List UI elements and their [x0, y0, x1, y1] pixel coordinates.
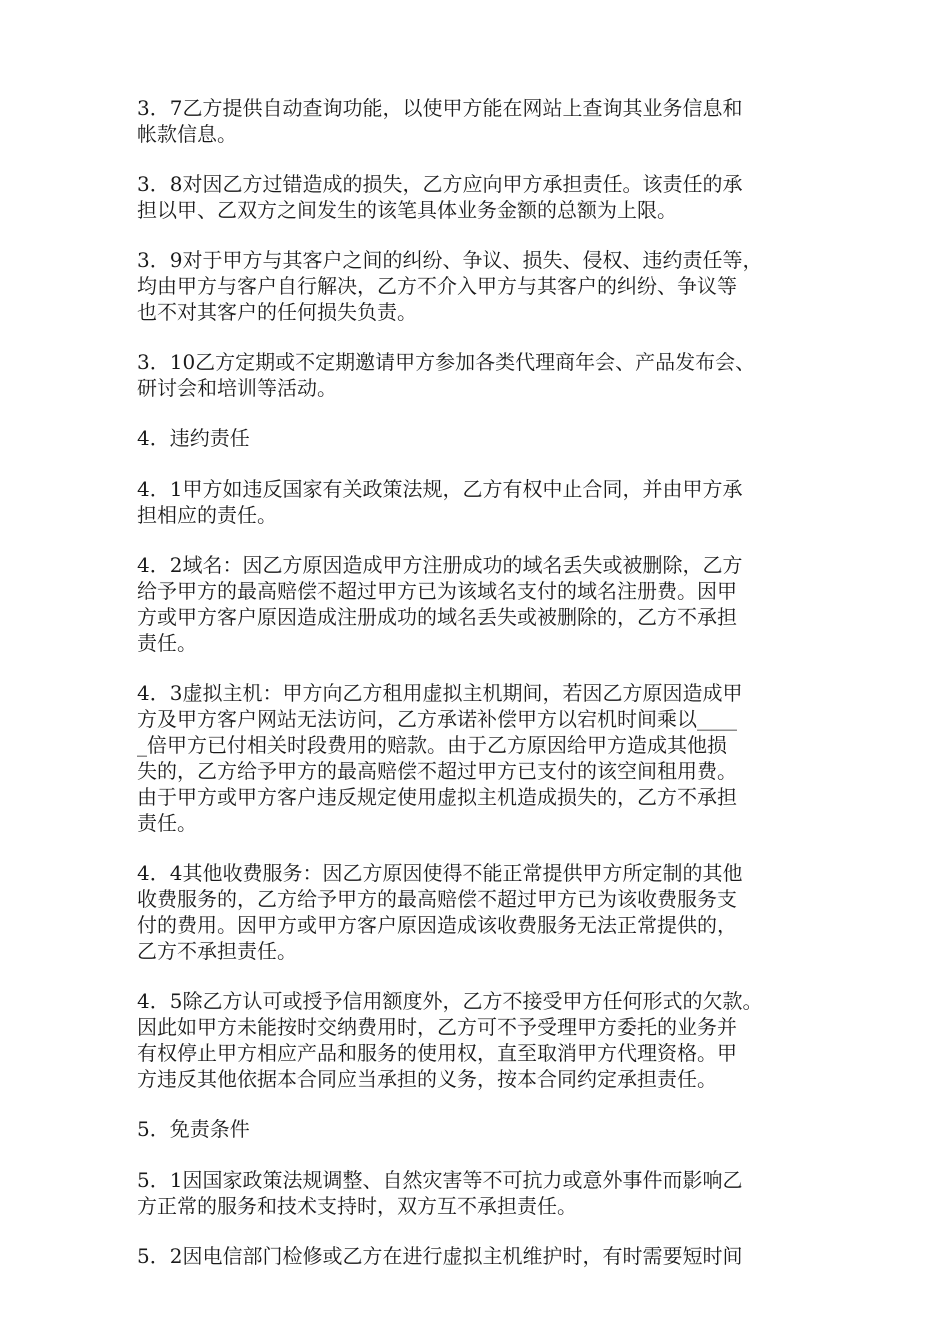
clause-4-4: 4．4其他收费服务：因乙方原因使得不能正常提供甲方所定制的其他 收费服务的，乙方给予甲方的最高赔偿不超过甲方已为该收费服务支 付的费用。因甲方或甲方客户原因造成该收费服务无法正常提供的， 乙方不承担责任。: [137, 861, 743, 963]
section-4-heading: 4．违约责任: [137, 426, 250, 450]
document-page: [137, 95, 827, 1293]
clause-4-3: 4．3虚拟主机：甲方向乙方租用虚拟主机期间，若因乙方原因造成甲 方及甲方客户网站无法访问，乙方承诺补偿甲方以宕机时间乘以____ _倍甲方已付相关时段费用的赔款。由于乙方原因给甲方造成其他损 失的，乙方给予甲方的最高赔偿不超过甲方已支付的该空间租用费。 由于甲方或甲方客户违反规定使用虚拟主机造成损失的，乙方不承担 责任。: [137, 681, 743, 835]
clause-4-2: 4．2域名：因乙方原因造成甲方注册成功的域名丢失或被删除，乙方 给予甲方的最高赔偿不超过甲方已为该域名支付的域名注册费。因甲 方或甲方客户原因造成注册成功的域名丢失或被删除的，乙方不承担 责任。: [137, 553, 743, 655]
clause-3-10: 3．10乙方定期或不定期邀请甲方参加各类代理商年会、产品发布会、 研讨会和培训等活动。: [137, 350, 756, 400]
clause-5-2: 5．2因电信部门检修或乙方在进行虚拟主机维护时，有时需要短时间: [137, 1244, 743, 1268]
clause-5-1: 5．1因国家政策法规调整、自然灾害等不可抗力或意外事件而影响乙 方正常的服务和技术支持时，双方互不承担责任。: [137, 1168, 743, 1218]
clause-4-1: 4．1甲方如违反国家有关政策法规，乙方有权中止合同，并由甲方承 担相应的责任。: [137, 477, 743, 527]
clause-4-5: 4．5除乙方认可或授予信用额度外，乙方不接受甲方任何形式的欠款。 因此如甲方未能按时交纳费用时，乙方可不予受理甲方委托的业务并 有权停止甲方相应产品和服务的使用权，直至取消甲方代理资格。甲 方违反其他依据本合同应当承担的义务，按本合同约定承担责任。: [137, 989, 763, 1091]
clause-3-9: 3．9对于甲方与其客户之间的纠纷、争议、损失、侵权、违约责任等， 均由甲方与客户自行解决，乙方不介入甲方与其客户的纠纷、争议等 也不对其客户的任何损失负责。: [137, 248, 763, 324]
section-5-heading: 5．免责条件: [137, 1117, 250, 1141]
clause-3-8: 3．8对因乙方过错造成的损失，乙方应向甲方承担责任。该责任的承 担以甲、乙双方之间发生的该笔具体业务金额的总额为上限。: [137, 172, 743, 222]
clause-3-7: 3．7乙方提供自动查询功能，以使甲方能在网站上查询其业务信息和 帐款信息。: [137, 96, 743, 146]
